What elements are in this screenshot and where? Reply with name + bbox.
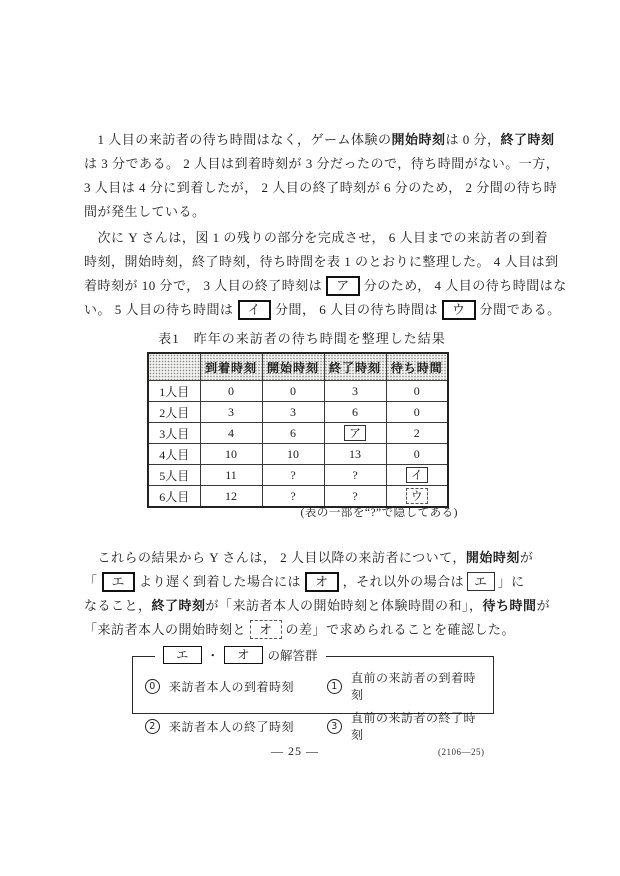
text-line <box>84 546 546 570</box>
table-row <box>148 381 448 402</box>
circled-number: 0 <box>145 679 160 694</box>
cell-start: 6 <box>262 423 324 444</box>
row-label: 3人目 <box>148 423 200 444</box>
header-wait: 待ち時間 <box>386 353 448 381</box>
answer-option-2 <box>145 709 327 743</box>
text-run: 開始時刻 <box>391 132 446 147</box>
circled-number: 2 <box>145 719 160 734</box>
text-run: い。 5 人目の待ち時間は <box>84 302 234 317</box>
answer-group-box <box>132 648 494 742</box>
answer-options <box>145 669 487 743</box>
text-run: 終了時刻 <box>500 132 555 147</box>
text-run: 待ち時間 <box>482 598 537 613</box>
text-run: 」に <box>497 574 525 589</box>
row-label: 6人目 <box>148 486 200 508</box>
boxed-blank-o: オ <box>224 646 263 664</box>
answer-option-0 <box>145 669 327 703</box>
cell-wait: 2 <box>386 423 448 444</box>
answer-option-3 <box>327 709 487 743</box>
paragraph-intro <box>84 128 560 224</box>
text-run: 分間， 6 人目の待ち時間は <box>275 302 439 317</box>
boxed-blank: ア <box>326 276 360 296</box>
answer-group-header <box>155 646 326 664</box>
text-line <box>84 152 560 176</box>
boxed-blank-a: ア <box>344 425 366 441</box>
cell-wait <box>386 465 448 486</box>
header-empty <box>148 353 200 381</box>
cell-arrival: 3 <box>200 402 262 423</box>
text-line <box>84 298 561 322</box>
header-arrival: 到着時刻 <box>200 353 262 381</box>
option-text: 来訪者本人の終了時刻 <box>169 719 295 734</box>
text-run: 「 <box>84 574 98 589</box>
table-row <box>148 402 448 423</box>
boxed-blank: エ <box>102 572 136 592</box>
text-line <box>84 274 567 298</box>
text-run: 次に Y さんは，図 1 の残りの部分を完成させ， 6 人目までの来訪者の到着 <box>84 230 549 245</box>
document-code: (2106—25) <box>438 747 485 757</box>
table-caption: (表の一部を“?”で隠してある) <box>300 507 458 519</box>
row-label: 4人目 <box>148 444 200 465</box>
text-run: 1 人目の来訪者の待ち時間はなく，ゲーム体験の <box>84 132 392 147</box>
text-run: 分間である。 <box>479 302 561 317</box>
option-text: 直前の来訪者の終了時刻 <box>351 711 477 742</box>
boxed-blank-u: ウ <box>406 488 428 504</box>
text-run: 時刻，開始時刻，終了時刻，待ち時間を表 1 のとおりに整理した。 4 人目は到 <box>84 254 559 269</box>
text-line <box>84 128 555 152</box>
text-line <box>84 200 546 224</box>
separator-dot: ・ <box>206 649 220 663</box>
text-run: の差」で求められることを確認した。 <box>285 622 516 637</box>
cell-arrival: 4 <box>200 423 262 444</box>
table-title: 表1 昨年の来訪者の待ち時間を整理した結果 <box>158 331 446 346</box>
boxed-blank: イ <box>238 300 272 320</box>
text-run: 分のため， 4 人目の待ち時間はな <box>363 278 567 293</box>
text-run: が <box>519 550 534 565</box>
cell-start: ? <box>262 486 324 508</box>
text-line <box>84 226 549 250</box>
circled-number: 1 <box>327 679 342 694</box>
cell-arrival: 0 <box>200 381 262 402</box>
text-run: 「来訪者本人の開始時刻と <box>84 622 247 637</box>
cell-arrival: 11 <box>200 465 262 486</box>
answer-option-1 <box>327 669 487 703</box>
text-run: は 3 分である。 2 人目は到着時刻が 3 分だったので，待ち時間がない。一方， <box>84 156 560 171</box>
table-header-row <box>148 353 448 381</box>
cell-wait: 0 <box>386 381 448 402</box>
text-line <box>84 570 546 594</box>
table-row <box>148 444 448 465</box>
text-run: 着時刻が 10 分で， 3 人目の終了時刻は <box>84 278 323 293</box>
text-run: これらの結果から Y さんは， 2 人目以降の来訪者について， <box>84 550 466 565</box>
cell-start: 10 <box>262 444 324 465</box>
circled-number: 3 <box>327 719 342 734</box>
row-label: 5人目 <box>148 465 200 486</box>
text-run: 開始時刻 <box>465 550 520 565</box>
row-label: 1人目 <box>148 381 200 402</box>
paragraph-conclusion <box>84 546 551 642</box>
cell-end: 3 <box>324 381 386 402</box>
cell-arrival: 10 <box>200 444 262 465</box>
table-row <box>148 465 448 486</box>
page-number: — 25 — <box>271 744 319 758</box>
text-run: より遅く到着した場合には <box>139 574 302 589</box>
cell-start: ? <box>262 465 324 486</box>
text-run: 3 人目は 4 分に到着したが， 2 人目の終了時刻が 6 分のため， 2 分間の待ち時 <box>84 180 558 195</box>
text-line <box>84 618 546 642</box>
text-line <box>84 250 559 274</box>
text-line <box>84 594 551 618</box>
header-start: 開始時刻 <box>262 353 324 381</box>
boxed-blank: ウ <box>442 300 476 320</box>
row-label: 2人目 <box>148 402 200 423</box>
header-end: 終了時刻 <box>324 353 386 381</box>
wait-time-table <box>147 352 449 508</box>
cell-start: 3 <box>262 402 324 423</box>
paragraph-table-description <box>84 226 567 322</box>
boxed-blank: エ <box>467 572 495 591</box>
text-run: は 0 分， <box>445 132 501 147</box>
text-run: 終了時刻 <box>151 598 206 613</box>
boxed-blank-i: イ <box>406 467 428 483</box>
cell-wait: 0 <box>386 444 448 465</box>
option-text: 直前の来訪者の到着時刻 <box>351 671 477 702</box>
option-text: 来訪者本人の到着時刻 <box>169 679 295 694</box>
cell-start: 0 <box>262 381 324 402</box>
text-run: 間が発生している。 <box>84 204 206 219</box>
cell-end <box>324 423 386 444</box>
boxed-blank: オ <box>250 620 282 639</box>
cell-end: ? <box>324 486 386 508</box>
text-run: なること， <box>84 598 152 613</box>
cell-end: 6 <box>324 402 386 423</box>
text-run: ，それ以外の場合は <box>342 574 465 589</box>
boxed-blank: オ <box>305 572 339 592</box>
answer-group-label: の解答群 <box>267 649 318 663</box>
cell-end: ? <box>324 465 386 486</box>
boxed-blank-e: エ <box>163 646 202 664</box>
table-row <box>148 423 448 444</box>
cell-end: 13 <box>324 444 386 465</box>
cell-wait: 0 <box>386 402 448 423</box>
text-run: が「来訪者本人の開始時刻と体験時間の和」， <box>205 598 483 613</box>
cell-arrival: 12 <box>200 486 262 508</box>
text-run: が <box>536 598 551 613</box>
text-line <box>84 176 558 200</box>
